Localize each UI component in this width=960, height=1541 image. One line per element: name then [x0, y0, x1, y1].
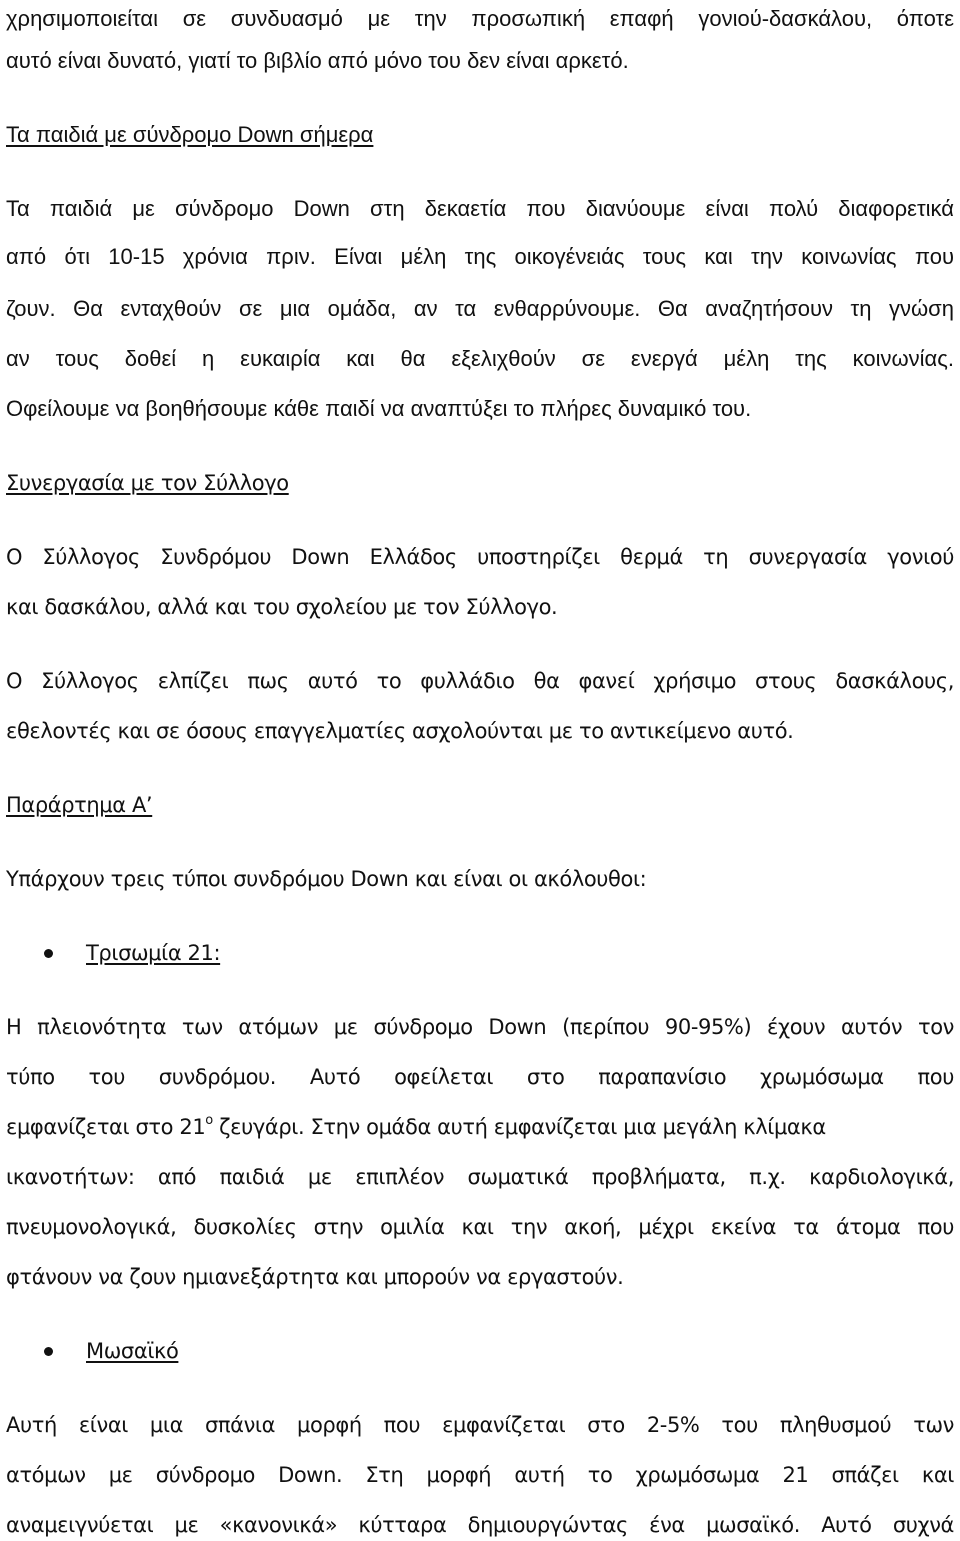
body-text-line: ατόμων με σύνδρομο Down. Στη μορφή αυτή το χρωμόσωμα 21 σπάζει και	[6, 1463, 954, 1487]
body-text-line: αυτό είναι δυνατό, γιατί το βιβλίο από μόνο του δεν είναι αρκετό.	[6, 48, 629, 73]
body-text-line: πνευμονολογικά, δυσκολίες στην ομιλία και την ακοή, μέχρι εκείνα τα άτομα που	[6, 1215, 954, 1239]
body-text-line: αν τους δοθεί η ευκαιρία και θα εξελιχθούν σε ενεργά μέλη της κοινωνίας.	[6, 346, 954, 371]
body-text-line: φτάνουν να ζουν ημιανεξάρτητα και μπορούν να εργαστούν.	[6, 1265, 624, 1289]
bullet-icon	[44, 1347, 53, 1356]
section-heading-down-today: Τα παιδιά με σύνδρομο Down σήμερα	[6, 122, 374, 147]
body-text-segment: εμφανίζεται στο $21^o$ ζευγάρι. Στην ομάδα αυτή εμφανίζεται μια μεγάλη κλίμακα	[6, 1113, 826, 1139]
body-text-line: Ο Σύλλογος Συνδρόμου Down Ελλάδος υποστηρίζει θερμά τη συνεργασία γονιού	[6, 545, 954, 569]
superscript-ordinal: ο	[205, 1113, 213, 1128]
body-text-line: και δασκάλου, αλλά και του σχολείου με τον Σύλλογο.	[6, 595, 558, 619]
bullet-icon	[44, 949, 53, 958]
body-text-line	[6, 1112, 954, 1142]
list-item-mosaic: Μωσαϊκό	[86, 1339, 179, 1363]
body-text-line: από ότι 10-15 χρόνια πριν. Είναι μέλη της οικογένειάς τους και την κοινωνίας που	[6, 244, 954, 269]
body-text-line: τύπο του συνδρόμου. Αυτό οφείλεται στο παραπανίσιο χρωμόσωμα που	[6, 1065, 954, 1089]
section-heading-cooperation: Συνεργασία με τον Σύλλογο	[6, 471, 289, 495]
body-text-line: εθελοντές και σε όσους επαγγελματίες ασχολούνται με το αντικείμενο αυτό.	[6, 719, 794, 743]
body-text-line: Αυτή είναι μια σπάνια μορφή που εμφανίζεται στο 2-5% του πληθυσμού των	[6, 1413, 954, 1437]
body-text-line: ικανοτήτων: από παιδιά με επιπλέον σωματικά προβλήματα, π.χ. καρδιολογικά,	[6, 1165, 954, 1189]
body-text-line: Τα παιδιά με σύνδρομο Down στη δεκαετία που διανύουμε είναι πολύ διαφορετικά	[6, 196, 954, 221]
body-text-line: Υπάρχουν τρεις τύποι συνδρόμου Down και είναι οι ακόλουθοι:	[6, 867, 647, 891]
body-text-line: χρησιμοποιείται σε συνδυασμό με την προσωπική επαφή γονιού-δασκάλου, όποτε	[6, 6, 954, 31]
body-text-line: αναμειγνύεται με «κανονικά» κύτταρα δημιουργώντας ένα μωσαϊκό. Αυτό συχνά	[6, 1513, 954, 1537]
body-text-line: Οφείλουμε να βοηθήσουμε κάθε παιδί να αναπτύξει το πλήρες δυναμικό του.	[6, 396, 752, 421]
section-heading-appendix-a: Παράρτημα Α’	[6, 793, 153, 817]
list-item-trisomy-21: Τρισωμία 21:	[86, 941, 221, 965]
body-text-line: Η πλειονότητα των ατόμων με σύνδρομο Down (περίπου 90-95%) έχουν αυτόν τον	[6, 1015, 954, 1039]
body-text-line: ζουν. Θα ενταχθούν σε μια ομάδα, αν τα ενθαρρύνουμε. Θα αναζητήσουν τη γνώση	[6, 296, 954, 321]
body-text-line: Ο Σύλλογος ελπίζει πως αυτό το φυλλάδιο θα φανεί χρήσιμο στους δασκάλους,	[6, 669, 954, 693]
